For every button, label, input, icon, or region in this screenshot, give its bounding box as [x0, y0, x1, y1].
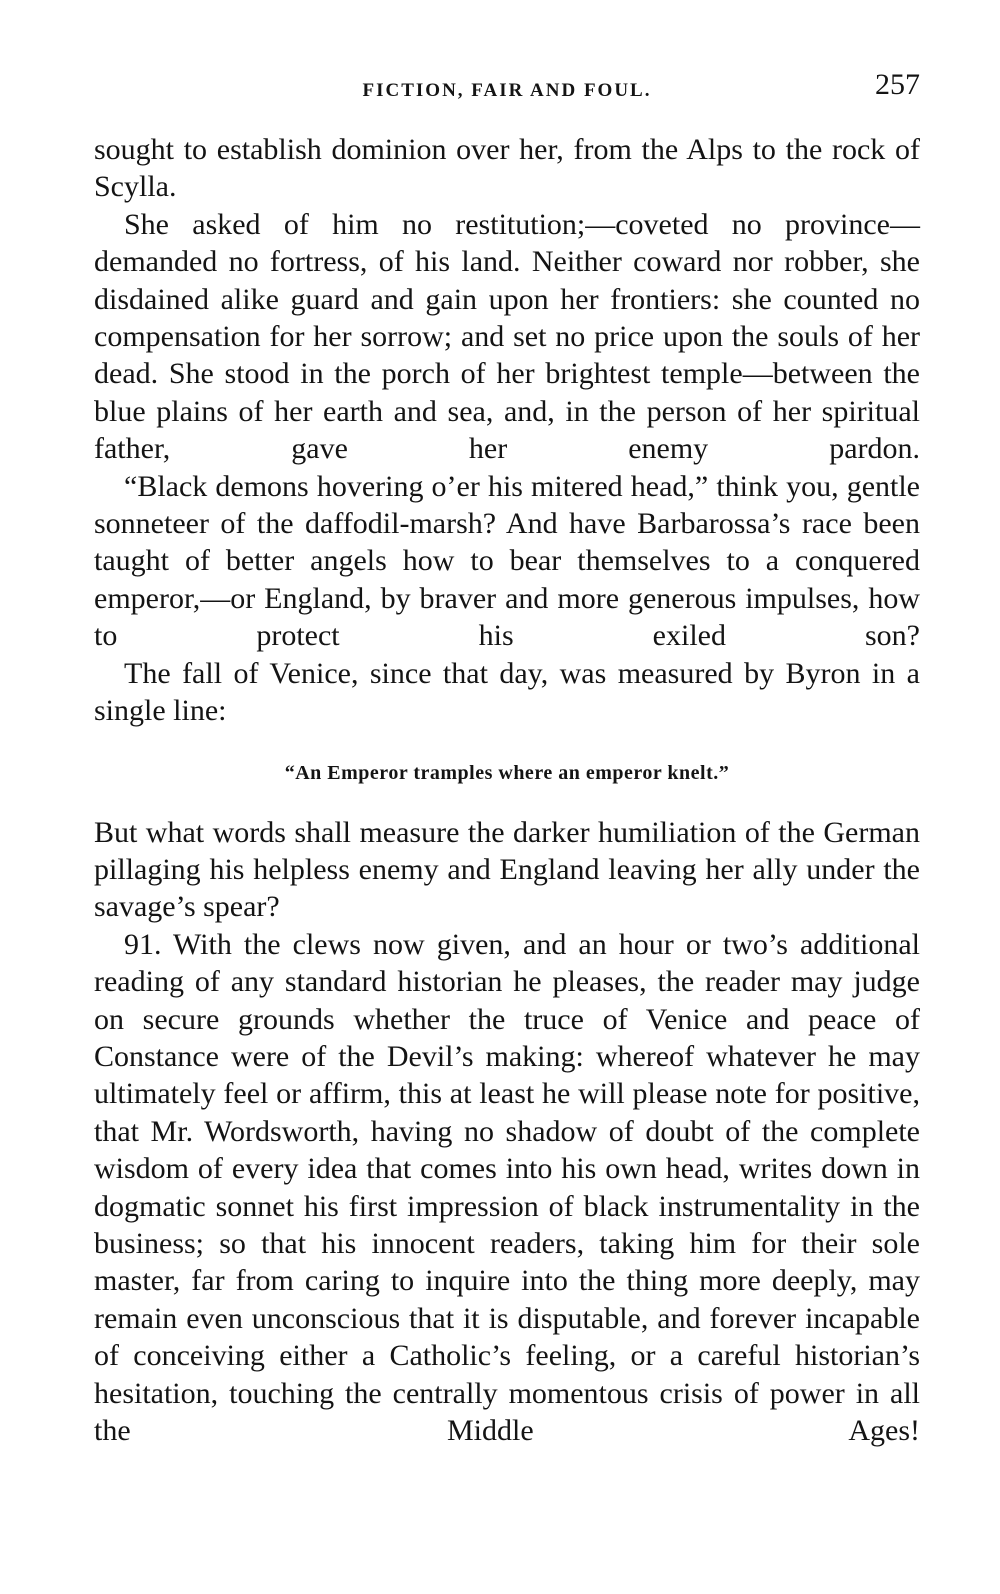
paragraph-restitution: She asked of him no restitution;—coveted no province—demanded no fortress, of his land. Neither coward nor robber, she disdained alike guard and gain upon her frontiers: she counted no compensation for her sorrow; and set no price upon the souls of her dead. She stood in the porch of her brightest temple—between the blue plains of her earth and sea, and, in the person of her spiritual father, gave her enemy pardon. — [94, 207, 920, 466]
running-head — [94, 68, 920, 108]
paragraph-fall-of-venice: The fall of Venice, since that day, was measured by Byron in a single line: — [94, 656, 920, 728]
paragraph-black-demons: “Black demons hovering o’er his mitered head,” think you, gentle sonneteer of the daffodil-marsh? And have Barbarossa’s race been taught of better angels how to bear themselves to a conquered emperor,—or England, by braver and more generous impulses, how to protect his exiled son? — [94, 469, 920, 653]
paragraph-section-91: 91. With the clews now given, and an hour or two’s additional reading of any standard historian he pleases, the reader may judge on secure grounds whether the truce of Venice and peace of Constance were of the Devil’s making: whereof whatever he may ultimately feel or affirm, this at least he will please note for positive, that Mr. Wordsworth, having no shadow of doubt of the complete wisdom of every idea that comes into his own head, writes down in dogmatic sonnet his first impression of black instrumentality in the business; so that his innocent readers, taking him for their sole master, far from caring to inquire into the thing more deeply, may remain even unconscious that it is disputable, and forever incapable of conceiving either a Catholic’s feeling, or a careful historian’s hesitation, touching the centrally momentous crisis of power in all the Middle Ages! — [94, 927, 920, 1447]
byron-quotation: “An Emperor tramples where an emperor knelt.” — [284, 761, 730, 784]
body-text — [94, 131, 920, 1449]
page-number: 257 — [875, 68, 920, 101]
running-title: FICTION, FAIR AND FOUL. — [362, 80, 652, 101]
paragraph-continuation: sought to establish dominion over her, from the Alps to the rock of Scylla. — [94, 133, 920, 204]
paragraph-humiliation: But what words shall measure the darker humiliation of the German pillaging his helpless enemy and England leaving her ally under the savage’s spear? — [94, 815, 920, 924]
